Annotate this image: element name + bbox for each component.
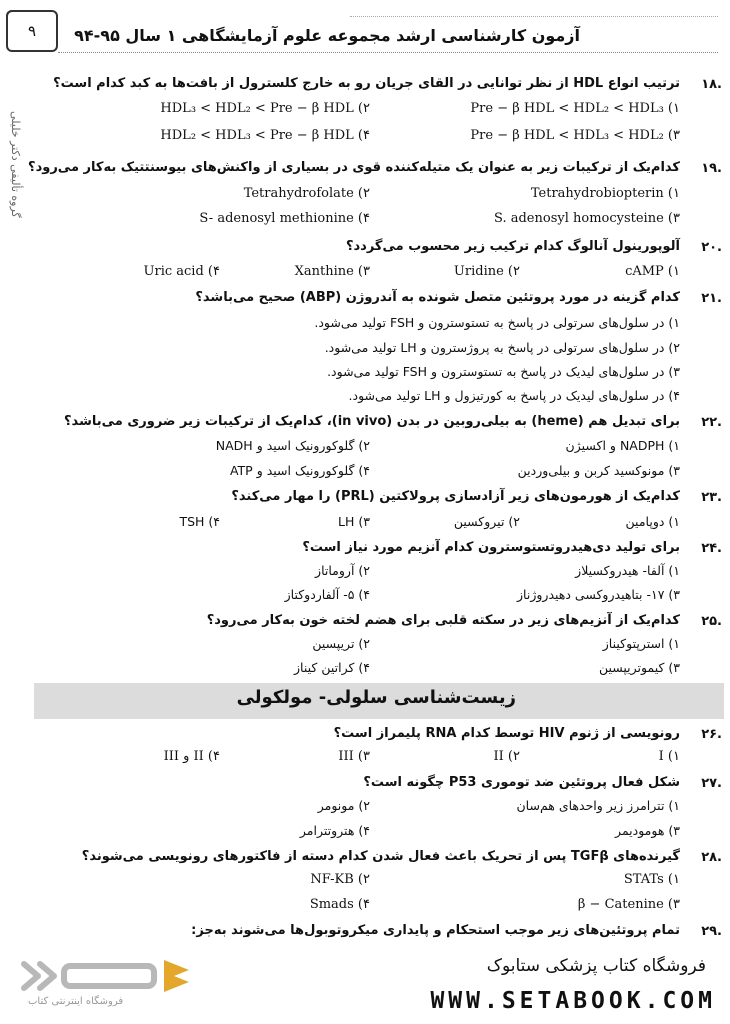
question-20 bbox=[0, 237, 730, 261]
question-number: ۲۲. bbox=[701, 415, 722, 430]
question-text: کدام‌یک از آنزیم‌های زیر در سکته قلبی برای هضم لخته خون به‌کار می‌رود؟ bbox=[206, 613, 680, 628]
header-divider bbox=[58, 52, 718, 53]
option-3[interactable]: ۳) LH bbox=[338, 514, 370, 529]
option-4[interactable]: ۴) Uric acid bbox=[143, 264, 220, 279]
option-3[interactable]: ۳) Xanthine bbox=[294, 264, 370, 279]
question-number: ۲۵. bbox=[701, 614, 722, 629]
setabook-logo-mark bbox=[14, 956, 194, 996]
question-text: ترتیب انواع HDL از نظر توانایی در القای جریان رو به خارج کلسترول از بافت‌ها به کبد کدام است؟ bbox=[53, 76, 680, 91]
option-3[interactable]: ۳) S. adenosyl homocysteine bbox=[494, 211, 680, 226]
option-1[interactable]: ۱) I bbox=[658, 749, 680, 764]
question-text: برای تبدیل هم (heme) به بیلی‌روبین در بدن (in vivo)، کدام‌یک از ترکیبات زیر ضروری می‌باشد؟ bbox=[64, 414, 680, 429]
question-text: گیرنده‌های TGFβ پس از تحریک باعث فعال شدن کدام دسته از فاکتورهای رونویسی می‌شوند؟ bbox=[81, 849, 680, 864]
option-1[interactable]: ۱) دوپامین bbox=[625, 514, 680, 529]
option-1[interactable]: ۱) Pre − β HDL < HDL₂ < HDL₃ bbox=[470, 101, 680, 116]
footer-banner bbox=[0, 942, 730, 1024]
question-number: ۲۳. bbox=[701, 490, 722, 505]
option-4[interactable]: ۴) در سلول‌های لیدیک در پاسخ به کورتیزول و LH تولید می‌شود. bbox=[348, 388, 680, 403]
option-2[interactable]: ۲) Uridine bbox=[453, 264, 520, 279]
option-2[interactable]: ۲) تیروکسین bbox=[453, 514, 520, 529]
question-number: ۲۹. bbox=[701, 924, 722, 939]
question-text: کدام‌یک از ترکیبات زیر به عنوان یک متیله‌کننده قوی در بسیاری از واکنش‌های بیوسنتتیک به‌کار می‌رود؟ bbox=[28, 160, 680, 175]
option-2[interactable]: ۲) II bbox=[493, 749, 520, 764]
question-text: آلوپورینول آنالوگ کدام ترکیب زیر محسوب می‌گردد؟ bbox=[345, 239, 680, 254]
store-name: فروشگاه کتاب پزشکی ستابوک bbox=[486, 956, 706, 976]
option-2[interactable]: ۲) آروماتاز bbox=[315, 563, 370, 578]
option-3[interactable]: ۳) β − Catenine bbox=[577, 897, 680, 912]
question-28 bbox=[0, 847, 730, 871]
option-1[interactable]: ۱) Tetrahydrobiopterin bbox=[530, 186, 680, 201]
option-4[interactable]: ۴) هتروتترامر bbox=[299, 823, 370, 838]
question-text: تمام پروتئین‌های زیر موجب استحکام و پایداری میکروتوبول‌ها می‌شوند به‌جز: bbox=[191, 923, 680, 938]
option-4[interactable]: ۴) II و III bbox=[163, 749, 220, 764]
question-text: برای تولید دی‌هیدروتستوسترون کدام آنزیم مورد نیاز است؟ bbox=[302, 540, 680, 555]
option-3[interactable]: ۳) کیموتریپسین bbox=[598, 660, 680, 675]
option-3[interactable]: ۳) Pre − β HDL < HDL₃ < HDL₂ bbox=[470, 128, 680, 143]
question-19 bbox=[0, 158, 730, 182]
exam-title: آزمون کارشناسی ارشد مجموعه علوم آزمایشگاهی ۱ سال ۹۵-۹۴ bbox=[74, 26, 580, 45]
logo-caption: فروشگاه اینترنتی کتاب bbox=[28, 996, 124, 1007]
question-number: ۱۹. bbox=[701, 161, 722, 176]
section-header-bar bbox=[34, 683, 724, 719]
question-23 bbox=[0, 487, 730, 511]
question-number: ۲۸. bbox=[701, 850, 722, 865]
option-3[interactable]: ۳) در سلول‌های لیدیک در پاسخ به تستوسترون و FSH تولید می‌شود. bbox=[327, 364, 680, 379]
page-number: ۹ bbox=[27, 22, 37, 40]
setabook-logo[interactable] bbox=[14, 950, 314, 1016]
question-number: ۲۴. bbox=[701, 541, 722, 556]
option-4[interactable]: ۴) ۵- آلفاردوکتاز bbox=[284, 587, 370, 602]
question-number: ۲۱. bbox=[701, 291, 722, 306]
side-author-text: گروه تألیفی دکتر خلیلی bbox=[9, 111, 22, 218]
option-3[interactable]: ۳) III bbox=[338, 749, 370, 764]
page-header bbox=[0, 0, 730, 62]
question-number: ۲۰. bbox=[701, 240, 722, 255]
option-1[interactable]: ۱) در سلول‌های سرتولی در پاسخ به تستوسترون و FSH تولید می‌شود. bbox=[314, 315, 680, 330]
option-4[interactable]: ۴) کراتین کیناز bbox=[294, 660, 370, 675]
header-top-rule bbox=[350, 16, 718, 17]
option-1[interactable]: ۱) استرپتوکیناز bbox=[602, 636, 680, 651]
option-1[interactable]: ۱) cAMP bbox=[625, 264, 680, 279]
question-text: رونویسی از ژنوم HIV توسط کدام RNA پلیمراز است؟ bbox=[333, 726, 680, 741]
option-2[interactable]: ۲) HDL₃ < HDL₂ < Pre − β HDL bbox=[160, 101, 370, 116]
question-text: کدام‌یک از هورمون‌های زیر آزادسازی پرولاکتین (PRL) را مهار می‌کند؟ bbox=[231, 489, 680, 504]
option-2[interactable]: ۲) Tetrahydrofolate bbox=[243, 186, 370, 201]
question-number: ۱۸. bbox=[701, 77, 722, 92]
question-text: کدام گزینه در مورد پروتئین متصل شونده به آندروژن (ABP) صحیح می‌باشد؟ bbox=[195, 290, 680, 305]
question-text: شکل فعال پروتئین ضد توموری P53 چگونه است؟ bbox=[363, 775, 680, 790]
option-1[interactable]: ۱) تترامرز زیر واحدهای هم‌سان bbox=[516, 798, 680, 813]
option-2[interactable]: ۲) مونومر bbox=[317, 798, 370, 813]
question-number: ۲۶. bbox=[701, 727, 722, 742]
question-number: ۲۷. bbox=[701, 776, 722, 791]
option-4[interactable]: ۴) HDL₂ < HDL₃ < Pre − β HDL bbox=[160, 128, 370, 143]
option-3[interactable]: ۳) هومودیمر bbox=[615, 823, 680, 838]
option-4[interactable]: ۴) S- adenosyl methionine bbox=[199, 211, 370, 226]
question-24 bbox=[0, 538, 730, 562]
option-4[interactable]: ۴) TSH bbox=[179, 514, 220, 529]
question-18 bbox=[0, 74, 730, 98]
section-title: زیست‌شناسی سلولی- مولکولی bbox=[236, 687, 516, 708]
option-1[interactable]: ۱) آلفا- هیدروکسیلاز bbox=[575, 563, 680, 578]
option-3[interactable]: ۳) مونوکسید کربن و بیلی‌وردین bbox=[517, 463, 680, 478]
option-2[interactable]: ۲) در سلول‌های سرتولی در پاسخ به پروژسترون و LH تولید می‌شود. bbox=[324, 340, 680, 355]
question-25 bbox=[0, 611, 730, 635]
option-2[interactable]: ۲) تریپسین bbox=[312, 636, 370, 651]
question-26 bbox=[0, 724, 730, 748]
question-22 bbox=[0, 412, 730, 436]
question-21 bbox=[0, 288, 730, 312]
option-2[interactable]: ۲) NF-KB bbox=[310, 872, 370, 887]
option-3[interactable]: ۳) ۱۷- بتاهیدروکسی دهیدروژناز bbox=[517, 587, 680, 602]
option-1[interactable]: ۱) STATs bbox=[623, 872, 680, 887]
option-1[interactable]: ۱) NADPH و اکسیژن bbox=[565, 438, 680, 453]
question-27 bbox=[0, 773, 730, 797]
option-2[interactable]: ۲) گلوکورونیک اسید و NADH bbox=[215, 438, 370, 453]
option-4[interactable]: ۴) گلوکورونیک اسید و ATP bbox=[229, 463, 370, 478]
page-number-tab bbox=[6, 10, 58, 52]
option-4[interactable]: ۴) Smads bbox=[309, 897, 370, 912]
store-url-link[interactable]: WWW.SETABOOK.COM bbox=[430, 988, 716, 1014]
